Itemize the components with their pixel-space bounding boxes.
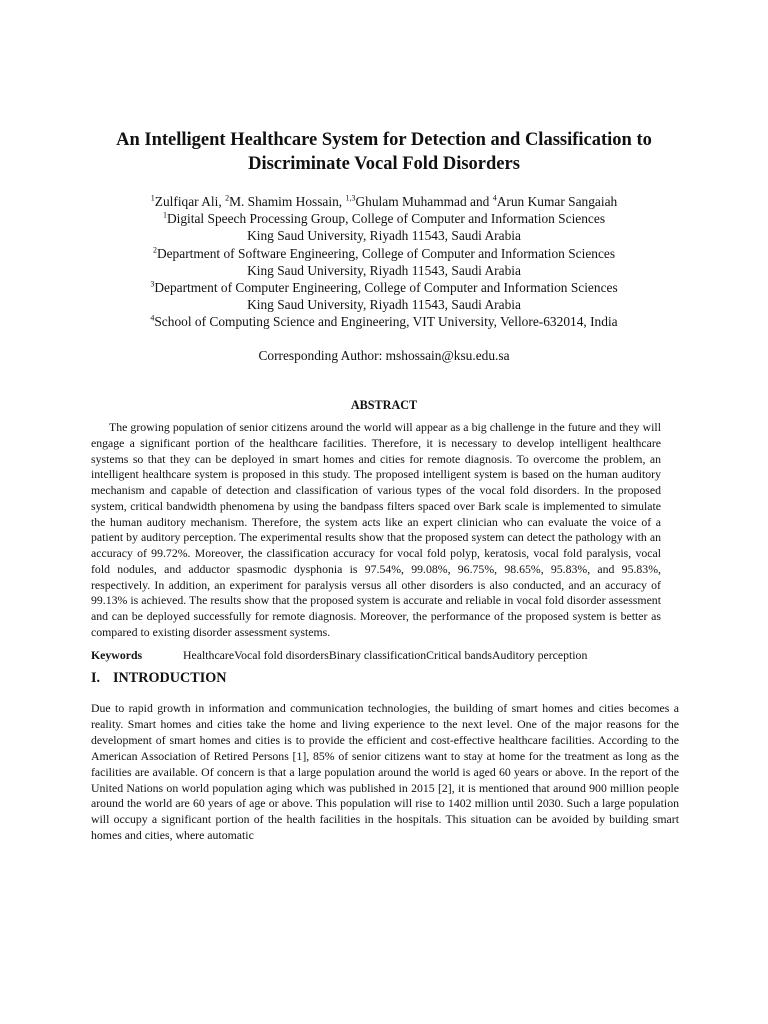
- section-number: I.: [91, 670, 101, 686]
- affiliation-line: [70, 210, 698, 227]
- affiliation-line: King Saud University, Riyadh 11543, Saudi Arabia: [247, 228, 521, 244]
- author-affil-marker: 1: [150, 193, 155, 203]
- author-name: Arun Kumar Sangaiah: [496, 194, 618, 209]
- section-title: INTRODUCTION: [113, 670, 227, 686]
- affiliation-line: King Saud University, Riyadh 11543, Saudi Arabia: [247, 262, 521, 278]
- author-list: [70, 193, 698, 210]
- affiliation-line: [70, 245, 698, 262]
- author-block: [70, 193, 698, 331]
- keywords-line: [91, 648, 587, 663]
- affiliation-line: [70, 313, 698, 330]
- corresponding-author: Corresponding Author: mshossain@ksu.edu.sa: [258, 348, 510, 363]
- keywords-label: Keywords: [91, 648, 143, 662]
- affiliation-marker: 3: [150, 279, 155, 289]
- section-heading-introduction: [91, 670, 227, 687]
- author-affil-marker: 2: [225, 193, 230, 203]
- affiliation-marker: 1: [162, 210, 167, 220]
- title-line: An Intelligent Healthcare System for Detection and Classification to: [116, 130, 652, 150]
- affiliation-text: School of Computing Science and Engineering, VIT University, Vellore-632014, India: [154, 314, 618, 330]
- affiliation-text: Department of Computer Engineering, College of Computer and Information Sciences: [154, 280, 618, 296]
- affiliation-marker: 4: [150, 313, 155, 323]
- author-name: Zulfiqar Ali,: [154, 194, 226, 209]
- paper-title: [70, 128, 698, 176]
- affiliation-line: [70, 279, 698, 296]
- author-name: M. Shamim Hossain,: [229, 194, 346, 209]
- affiliation-text: Digital Speech Processing Group, College of Computer and Information Sciences: [166, 211, 606, 227]
- affiliation-marker: 2: [152, 245, 157, 255]
- title-line: Discriminate Vocal Fold Disorders: [248, 154, 520, 174]
- affiliation-text: Department of Software Engineering, College of Computer and Information Sciences: [156, 245, 616, 261]
- keywords-text: HealthcareVocal fold disordersBinary classificationCritical bandsAuditory perception: [183, 648, 588, 662]
- author-name: Ghulam Muhammad and: [355, 194, 493, 209]
- abstract-text: The growing population of senior citizens around the world will appear as a big challenge in the future and they will engage a significant portion of the healthcare facilities. Therefore, it is necessary to develop intelligent healthcare systems so that they can be deployed in smart homes and cities for remote diagnosis. To overcome the problem, an intelligent healthcare system is proposed in this study. The proposed intelligent system is based on the human auditory mechanism and capable of detection and classification of various types of the vocal fold disorders. In the proposed system, critical bandwidth phenomena by using the bandpass filters spaced over Bark scale is implemented to simulate the human auditory mechanism. Therefore, the system acts like an expert clinician who can evaluate the voice of a patient by auditory perception. The experimental results show that the proposed system can detect the pathology with an accuracy of 99.72%. Moreover, the classification accuracy for vocal fold polyp, keratosis, vocal fold paralysis, vocal fold nodules, and adductor spasmodic dysphonia is 97.54%, 99.08%, 96.75%, 98.65%, 95.83%, and 95.83%, respectively. In addition, an experiment for paralysis versus all other disorders is also conducted, and an accuracy of 99.13% is achieved. The results show that the proposed system is accurate and reliable in vocal fold disorder assessment and can be deployed successfully for remote diagnosis. Moreover, the performance of the proposed system is better as compared to existing disorder assessment systems.: [91, 420, 661, 639]
- author-affil-marker: 1,3: [345, 193, 356, 203]
- introduction-paragraph: Due to rapid growth in information and communication technologies, the building of smart homes and cities becomes a reality. Smart homes and cities take the home and living experience to the next level. One of the major reasons for the development of smart homes and cities is to provide the efficient and cost-effective healthcare facilities. According to the American Association of Retired Persons [1], 85% of senior citizens want to stay at home for the treatment as long as the facilities are available. Of concern is that a large population around the world is aged 60 years or above. In the report of the United Nations on world population aging which was published in 2015 [2], it is mentioned that around 900 million people around the world are 60 years of age or above. This population will rise to 1402 million until 2030. Such a large population will occupy a significant portion of the health facilities in the hospitals. This situation can be avoided by building smart homes and cities, where automatic: [91, 701, 679, 843]
- author-affil-marker: 4: [492, 193, 497, 203]
- affiliation-line: King Saud University, Riyadh 11543, Saudi Arabia: [247, 297, 521, 313]
- abstract-heading: ABSTRACT: [350, 398, 418, 412]
